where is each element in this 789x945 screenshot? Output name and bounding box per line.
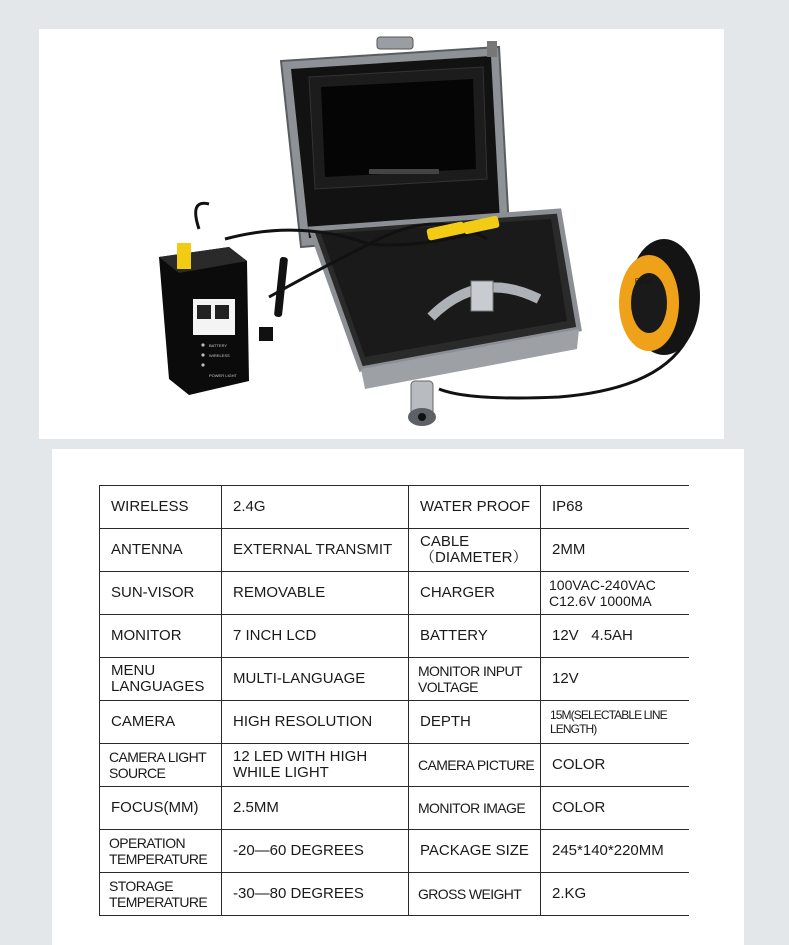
spec-label: MENU LANGUAGES [100,658,222,701]
spec-value: HIGH RESOLUTION [222,701,409,744]
spec-label: FOCUS(MM) [100,787,222,830]
table-row [100,572,689,615]
spec-value: 7 INCH LCD [222,615,409,658]
spec-label: OPERATION TEMPERATURE [100,830,222,873]
underwater-camera [408,381,436,426]
table-row [100,744,689,787]
table-row [100,830,689,873]
spec-label: CHARGER [409,572,541,615]
spec-value: -20—60 DEGREES [222,830,409,873]
table-row [100,701,689,744]
spec-label: MONITOR IMAGE [409,787,541,830]
spec-value: 2MM [541,529,689,572]
table-row [100,658,689,701]
spec-panel [52,449,744,945]
spec-value: 2.4G [222,486,409,529]
table-row [100,486,689,529]
product-photo [39,29,724,439]
spec-label: CAMERA PICTURE [409,744,541,787]
spec-label: PACKAGE SIZE [409,830,541,873]
spec-label: MONITOR INPUT VOLTAGE [409,658,541,701]
spec-value: REMOVABLE [222,572,409,615]
spec-value: EXTERNAL TRANSMIT [222,529,409,572]
spec-value: 2.5MM [222,787,409,830]
cable-reel [619,239,700,355]
spec-label: CABLE （DIAMETER） [409,529,541,572]
spec-label: CAMERA LIGHT SOURCE [100,744,222,787]
table-row [100,529,689,572]
spec-value: 12V 4.5AH [541,615,689,658]
spec-label: CAMERA [100,701,222,744]
spec-value: MULTI-LANGUAGE [222,658,409,701]
device-label-wireless: WIRELESS [209,353,230,358]
spec-label: STORAGE TEMPERATURE [100,873,222,916]
spec-label: SUN-VISOR [100,572,222,615]
wifi-transmitter [159,243,288,395]
spec-value: 15M(SELECTABLE LINE LENGTH) [541,701,689,744]
spec-label: MONITOR [100,615,222,658]
table-row [100,615,689,658]
spec-label: GROSS WEIGHT [409,873,541,916]
spec-label: DEPTH [409,701,541,744]
device-label-power-light: POWER LIGHT [209,373,238,378]
product-photo-panel [39,29,724,439]
spec-value: IP68 [541,486,689,529]
spec-value: 12V [541,658,689,701]
spec-value: COLOR [541,787,689,830]
device-label-battery: BATTERY [209,343,228,348]
spec-value: 12 LED WITH HIGH WHILE LIGHT [222,744,409,787]
spec-value: 2.KG [541,873,689,916]
spec-label: BATTERY [409,615,541,658]
spec-value: -30—80 DEGREES [222,873,409,916]
table-row [100,787,689,830]
spec-table [99,485,689,916]
spec-value: COLOR [541,744,689,787]
reel-brand-label: Eyoyo [635,279,652,285]
spec-label: WATER PROOF [409,486,541,529]
spec-value: 245*140*220MM [541,830,689,873]
spec-label: ANTENNA [100,529,222,572]
spec-label: WIRELESS [100,486,222,529]
spec-value: 100VAC-240VAC C12.6V 1000MA [541,572,689,615]
table-row [100,873,689,916]
monitor [309,67,487,189]
